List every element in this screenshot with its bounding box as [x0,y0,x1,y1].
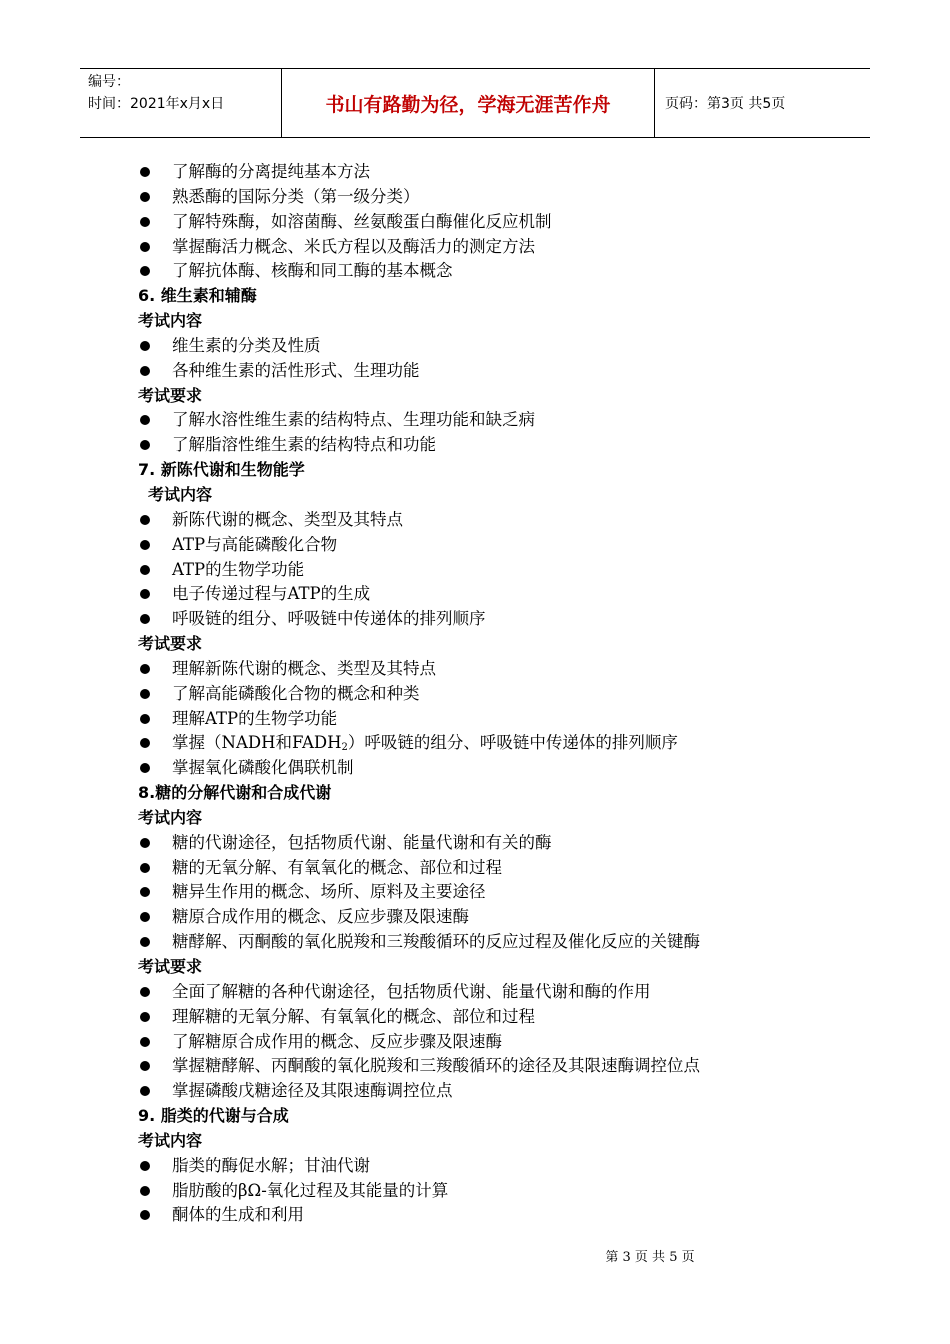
bullet-dot-icon [140,589,150,599]
list-item-text: 了解抗体酶、核酶和同工酶的基本概念 [172,261,453,281]
list-item-text: 了解脂溶性维生素的结构特点和功能 [172,435,436,455]
list-item-text: 掌握糖酵解、丙酮酸的氧化脱羧和三羧酸循环的途径及其限速酶调控位点 [172,1056,700,1076]
list-item [138,831,858,856]
list-item-text: 脂类的酶促水解；甘油代谢 [172,1155,370,1175]
list-item-text: 掌握酶活力概念、米氏方程以及酶活力的测定方法 [172,236,535,256]
list-item-text: 糖原合成作用的概念、反应步骤及限速酶 [172,907,469,927]
bullet-dot-icon [140,1012,150,1022]
bullet-dot-icon [140,937,150,947]
bullet-dot-icon [140,1210,150,1220]
bullet-dot-icon [140,863,150,873]
list-item [138,657,858,682]
list-item [138,905,858,930]
list-item [138,259,858,284]
list-item [138,707,858,732]
bullet-dot-icon [140,217,150,227]
section-heading: 考试内容 [148,484,213,504]
bullet-dot-icon [140,714,150,724]
bullet-dot-icon [140,912,150,922]
section-heading: 7. 新陈代谢和生物能学 [138,460,305,480]
list-item [138,160,858,185]
section-heading: 考试内容 [138,1130,203,1150]
bullet-dot-icon [140,689,150,699]
list-item [138,756,858,781]
section-heading: 8.糖的分解代谢和合成代谢 [138,783,332,803]
subscript: 2 [341,742,348,754]
list-item [138,334,858,359]
list-item-text: 了解糖原合成作用的概念、反应步骤及限速酶 [172,1031,502,1051]
header-motto: 书山有路勤为径，学海无涯苦作舟 [282,69,655,137]
list-item [138,1005,858,1030]
list-item-text: 糖的代谢途径，包括物质代谢、能量代谢和有关的酶 [172,832,552,852]
bullet-dot-icon [140,838,150,848]
list-item-text: 各种维生素的活性形式、生理功能 [172,360,420,380]
list-item-text: 了解高能磷酸化合物的概念和种类 [172,683,420,703]
footer-page-number: 第 3 页 共 5 页 [605,1250,695,1265]
bullet-dot-icon [140,738,150,748]
date-label: 时间：2021年x月x日 [88,96,225,112]
list-item-text: 理解糖的无氧分解、有氧氧化的概念、部位和过程 [172,1006,535,1026]
list-item [138,185,858,210]
list-item-text: 糖异生作用的概念、场所、原料及主要途径 [172,882,486,902]
bullet-dot-icon [140,565,150,575]
list-item [138,582,858,607]
number-label: 编号： [88,74,130,90]
text-segment: ）呼吸链的组分、呼吸链中传递体的排列顺序 [347,733,678,753]
list-item-text: 全面了解糖的各种代谢途径，包括物质代谢、能量代谢和酶的作用 [172,981,651,1001]
bullet-dot-icon [140,1086,150,1096]
list-item [138,359,858,384]
list-item [138,856,858,881]
page-header-table [80,68,870,138]
list-item [138,1079,858,1104]
list-item-text: 新陈代谢的概念、类型及其特点 [172,509,403,529]
text-segment: 掌握（NADH和FADH [172,733,342,753]
section-heading: 考试要求 [138,385,203,405]
section-heading: 考试要求 [138,634,203,654]
list-item-text: 熟悉酶的国际分类（第一级分类） [172,186,420,206]
list-item [138,682,858,707]
section-heading: 考试内容 [138,807,203,827]
section-heading: 9. 脂类的代谢与合成 [138,1106,289,1126]
list-item [138,408,858,433]
list-item [138,1179,858,1204]
list-item [138,1154,858,1179]
list-item [138,558,858,583]
bullet-dot-icon [140,987,150,997]
bullet-dot-icon [140,440,150,450]
header-page-label: 页码：第3页 共5页 [665,96,786,112]
list-item-text: 糖酵解、丙酮酸的氧化脱羧和三羧酸循环的反应过程及催化反应的关键酶 [172,932,700,952]
list-item-text: 电子传递过程与ATP的生成 [172,584,371,604]
bullet-dot-icon [140,1061,150,1071]
list-item [138,880,858,905]
list-item-text: ATP的生物学功能 [172,559,305,579]
bullet-dot-icon [140,515,150,525]
list-item [138,731,858,756]
list-item-text: 维生素的分类及性质 [172,335,321,355]
list-item [138,607,858,632]
list-item [138,1030,858,1055]
bullet-dot-icon [140,614,150,624]
bullet-dot-icon [140,763,150,773]
section-heading: 6. 维生素和辅酶 [138,286,257,306]
bullet-dot-icon [140,1037,150,1047]
list-item [138,433,858,458]
bullet-dot-icon [140,341,150,351]
bullet-dot-icon [140,415,150,425]
list-item [138,210,858,235]
bullet-dot-icon [140,266,150,276]
list-item-text: ATP与高能磷酸化合物 [172,534,338,554]
list-item [138,533,858,558]
header-meta-cell [80,69,282,137]
bullet-dot-icon [140,664,150,674]
bullet-dot-icon [140,1186,150,1196]
list-item-text: 掌握氧化磷酸化偶联机制 [172,758,354,778]
list-item-text: 糖的无氧分解、有氧氧化的概念、部位和过程 [172,857,502,877]
list-item [138,508,858,533]
bullet-dot-icon [140,192,150,202]
bullet-dot-icon [140,887,150,897]
bullet-dot-icon [140,1161,150,1171]
section-heading: 考试要求 [138,957,203,976]
list-item-text: 了解特殊酶，如溶菌酶、丝氨酸蛋白酶催化反应机制 [172,211,552,231]
list-item [138,1054,858,1079]
list-item [138,235,858,260]
list-item-text: 了解酶的分离提纯基本方法 [172,162,370,181]
list-item-text: 脂肪酸的βΩ-氧化过程及其能量的计算 [172,1180,449,1200]
bullet-dot-icon [140,242,150,252]
section-heading: 考试内容 [138,311,203,331]
list-item-text: 了解水溶性维生素的结构特点、生理功能和缺乏病 [172,410,535,430]
list-item [138,1203,858,1228]
bullet-dot-icon [140,540,150,550]
list-item-text: 酮体的生成和利用 [172,1205,304,1225]
page-footer [0,1246,950,1265]
list-item [138,980,858,1005]
list-item-text [172,733,678,752]
bullet-dot-icon [140,366,150,376]
bullet-dot-icon [140,167,150,177]
document-body [138,160,858,1228]
list-item-text: 呼吸链的组分、呼吸链中传递体的排列顺序 [172,609,486,629]
list-item-text: 理解ATP的生物学功能 [172,708,338,728]
list-item-text: 理解新陈代谢的概念、类型及其特点 [172,658,436,678]
list-item-text: 掌握磷酸戊糖途径及其限速酶调控位点 [172,1081,453,1101]
list-item [138,930,858,955]
